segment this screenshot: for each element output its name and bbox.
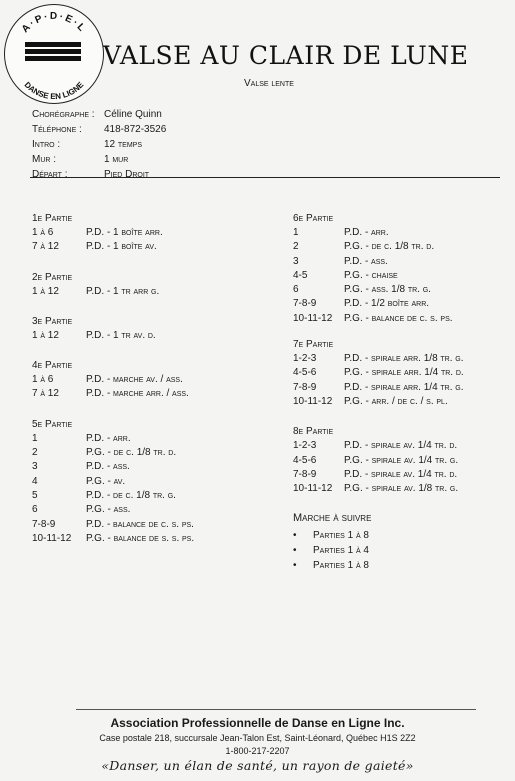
step-desc: P.G. - ass. — [86, 504, 131, 516]
step-desc: P.D. - 1 boîte av. — [86, 241, 157, 253]
footer-association: Association Professionnelle de Danse en Ligne Inc. — [110, 716, 405, 730]
step-row — [32, 329, 194, 343]
step-row — [293, 240, 464, 254]
info-value-choreographer: Céline Quinn — [104, 109, 162, 120]
step-row — [293, 283, 464, 297]
step-count: 10-11-12 — [32, 532, 72, 544]
step-count: 7 à 12 — [32, 388, 59, 400]
step-count: 7-8-9 — [293, 298, 317, 310]
section-part-2 — [32, 271, 194, 299]
step-row — [293, 366, 464, 380]
section-title: 2e Partie — [32, 271, 73, 283]
step-desc: P.D. - arr. — [344, 227, 389, 238]
step-row — [32, 489, 194, 503]
sequence-block — [293, 512, 464, 573]
footer-address: Case postale 218, succursale Jean-Talon Est, Saint-Léonard, Québec H1S 2Z2 — [99, 733, 416, 743]
step-count: 7 à 12 — [32, 241, 59, 253]
section-title: 4e Partie — [32, 360, 73, 372]
step-desc: P.D. - arr. — [86, 432, 131, 444]
left-column — [32, 212, 194, 562]
step-desc: P.D. - marche arr. / ass. — [86, 388, 189, 400]
step-count: 1 à 6 — [32, 374, 54, 386]
section-title: 5e Partie — [32, 418, 73, 430]
step-row — [293, 226, 464, 240]
step-count: 2 — [293, 241, 299, 253]
step-row — [32, 446, 194, 460]
step-row — [293, 312, 464, 326]
step-row — [293, 255, 464, 269]
step-row — [293, 352, 464, 366]
step-count: 7-8-9 — [32, 518, 56, 530]
step-count: 3 — [293, 255, 299, 267]
step-row — [32, 373, 194, 387]
step-desc: P.G. - chaise — [344, 269, 398, 281]
step-desc: P.G. - ass. 1/8 tr. g. — [344, 284, 431, 296]
step-row — [32, 503, 194, 517]
step-row — [32, 532, 194, 546]
step-desc: P.D. - ass. — [86, 461, 130, 473]
section-part-7 — [293, 338, 464, 409]
step-count: 10-11-12 — [293, 395, 333, 407]
section-title: 3e Partie — [32, 315, 73, 327]
step-desc: P.G. - balance de c. s. ps. — [344, 312, 453, 324]
step-count: 1-2-3 — [293, 353, 317, 365]
info-value-intro: 12 temps — [104, 139, 143, 150]
step-desc: P.D. - 1 boîte arr. — [86, 227, 163, 238]
step-row — [32, 518, 194, 532]
step-desc: P.D. - spirale av. 1/4 tr. d. — [344, 440, 458, 452]
step-row — [293, 381, 464, 395]
step-row — [32, 240, 194, 254]
step-row — [293, 482, 464, 496]
step-count: 6 — [32, 504, 38, 516]
step-row — [293, 468, 464, 482]
info-value-start: Pied Droit — [104, 169, 150, 180]
step-count: 5 — [32, 489, 38, 501]
info-value-wall: 1 mur — [104, 154, 129, 165]
footer-phone: 1-800-217-2207 — [225, 746, 290, 756]
step-count: 4-5-6 — [293, 367, 317, 379]
step-row — [32, 387, 194, 401]
page-title: VALSE AU CLAIR DE LUNE — [103, 41, 469, 70]
step-desc: P.D. - 1 tr av. d. — [86, 329, 156, 341]
sequence-item-text: Parties 1 à 4 — [313, 545, 369, 557]
step-desc: P.D. - ass. — [344, 255, 388, 267]
section-title: 7e Partie — [293, 339, 334, 351]
step-desc: P.D. - spirale av. 1/4 tr. d. — [344, 468, 458, 480]
footer-slogan: «Danser, un élan de santé, un rayon de gaieté» — [101, 758, 414, 773]
bullet-icon: • — [293, 545, 297, 557]
step-desc: P.G. - spirale arr. 1/4 tr. d. — [344, 367, 464, 379]
section-part-1 — [32, 212, 194, 255]
step-desc: P.G. - arr. / de c. / s. pl. — [344, 395, 448, 407]
step-row — [32, 475, 194, 489]
step-desc: P.D. - marche av. / ass. — [86, 374, 183, 386]
step-desc: P.D. - 1 tr arr g. — [86, 285, 160, 297]
sequence-title: Marche à suivre — [293, 512, 372, 525]
step-row — [293, 269, 464, 283]
step-count: 7-8-9 — [293, 381, 317, 393]
step-count: 1 à 12 — [32, 329, 59, 341]
step-desc: P.D. - spirale arr. 1/4 tr. g. — [344, 381, 464, 393]
sequence-item-text: Parties 1 à 8 — [313, 560, 369, 572]
step-count: 1 — [293, 227, 299, 238]
bullet-icon: • — [293, 560, 297, 572]
right-column — [293, 212, 464, 573]
step-desc: P.G. - spirale av. 1/4 tr. g. — [344, 454, 459, 466]
sequence-item-text: Parties 1 à 8 — [313, 530, 369, 542]
bullet-icon: • — [293, 530, 297, 542]
step-count: 1 à 12 — [32, 285, 59, 297]
step-desc: P.G. - balance de s. s. ps. — [86, 532, 195, 544]
sequence-item — [293, 543, 464, 558]
step-count: 3 — [32, 461, 38, 473]
step-row — [293, 395, 464, 409]
step-count: 2 — [32, 447, 38, 459]
sequence-item — [293, 528, 464, 543]
step-count: 6 — [293, 284, 299, 296]
step-row — [32, 460, 194, 474]
info-label-phone: Téléphone : — [32, 124, 82, 135]
step-desc: P.D. - balance de c. s. ps. — [86, 518, 194, 530]
apdel-logo-mark — [5, 5, 103, 103]
step-row — [32, 226, 194, 240]
section-part-6 — [293, 212, 464, 326]
step-desc: P.G. - spirale av. 1/8 tr. g. — [344, 483, 459, 495]
step-count: 4-5-6 — [293, 454, 317, 466]
step-desc: P.D. - de c. 1/8 tr. g. — [86, 489, 176, 501]
section-part-8 — [293, 425, 464, 496]
section-part-4 — [32, 359, 194, 402]
step-count: 1 à 6 — [32, 227, 54, 238]
step-count: 1 — [32, 432, 38, 444]
step-count: 10-11-12 — [293, 483, 333, 495]
section-title: 1e Partie — [32, 213, 73, 224]
info-divider — [30, 177, 500, 178]
step-count: 10-11-12 — [293, 312, 333, 324]
section-title: 8e Partie — [293, 426, 334, 438]
info-label-start: Départ : — [32, 169, 68, 180]
step-row — [293, 454, 464, 468]
section-part-5 — [32, 418, 194, 546]
sequence-item — [293, 558, 464, 573]
section-title: 6e Partie — [293, 213, 334, 224]
page-subtitle: Valse lente — [244, 78, 294, 89]
step-row — [293, 439, 464, 453]
step-desc: P.D. - 1/2 boîte arr. — [344, 298, 430, 310]
step-desc: P.G. - de c. 1/8 tr. d. — [344, 241, 435, 253]
step-row — [32, 432, 194, 446]
step-row — [293, 297, 464, 311]
info-label-wall: Mur : — [32, 154, 56, 165]
step-row — [32, 285, 194, 299]
apdel-logo — [4, 4, 104, 104]
logo-bottom-text: DANSE EN LIGNE — [22, 80, 86, 102]
step-desc: P.G. - av. — [86, 475, 126, 487]
logo-top-text: A·P·D·E·L — [19, 10, 89, 36]
footer-divider — [76, 709, 476, 710]
step-desc: P.G. - de c. 1/8 tr. d. — [86, 447, 177, 459]
step-count: 1-2-3 — [293, 440, 317, 452]
svg-text:A·P·D·E·L — [20, 11, 88, 35]
svg-text:DANSE EN LIGNE — [23, 80, 86, 101]
step-count: 4-5 — [293, 269, 308, 281]
section-part-3 — [32, 315, 194, 343]
info-label-intro: Intro : — [32, 139, 61, 150]
step-count: 4 — [32, 475, 38, 487]
info-value-phone: 418-872-3526 — [104, 124, 167, 135]
step-desc: P.D. - spirale arr. 1/8 tr. g. — [344, 353, 464, 365]
step-count: 7-8-9 — [293, 468, 317, 480]
info-label-choreographer: Chorégraphe : — [32, 109, 95, 120]
